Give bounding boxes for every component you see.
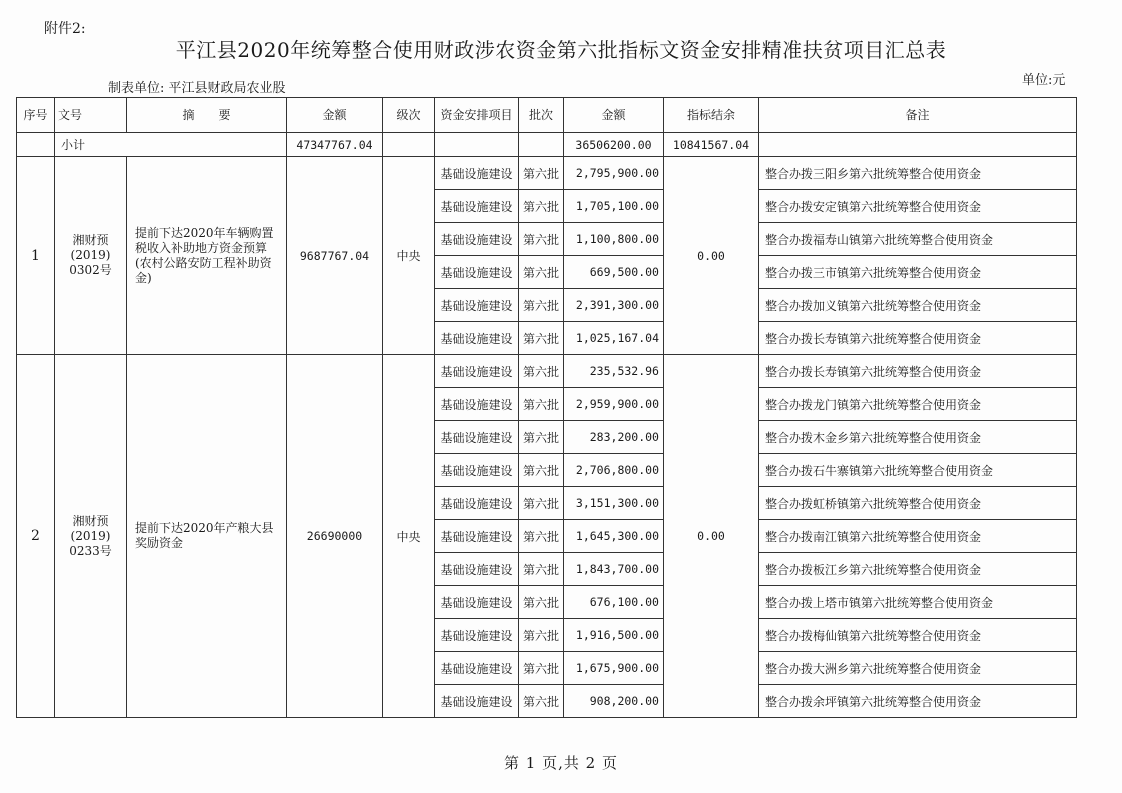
batch-cell: 第六批 (519, 520, 564, 553)
attachment-label: 附件2: (44, 21, 86, 37)
remark-cell: 整合办拨长寿镇第六批统筹整合使用资金 (759, 322, 1077, 355)
batch-cell: 第六批 (519, 454, 564, 487)
item-amount-cell: 1,025,167.04 (564, 322, 664, 355)
category-cell: 基础设施建设 (435, 421, 519, 454)
item-amount-cell: 1,675,900.00 (564, 652, 664, 685)
seq-cell: 1 (17, 157, 55, 355)
subtotal-label: 小计 (55, 133, 287, 157)
category-cell: 基础设施建设 (435, 223, 519, 256)
item-amount-cell: 676,100.00 (564, 586, 664, 619)
batch-cell: 第六批 (519, 322, 564, 355)
header-batch: 批次 (519, 98, 564, 133)
category-cell: 基础设施建设 (435, 487, 519, 520)
amount-cell: 9687767.04 (287, 157, 383, 355)
batch-cell: 第六批 (519, 586, 564, 619)
subtotal-amount: 47347767.04 (287, 133, 383, 157)
remark-cell: 整合办拨余坪镇第六批统筹整合使用资金 (759, 685, 1077, 718)
remark-cell: 整合办拨三阳乡第六批统筹整合使用资金 (759, 157, 1077, 190)
category-cell: 基础设施建设 (435, 553, 519, 586)
header-seq: 序号 (17, 98, 55, 133)
item-amount-cell: 1,100,800.00 (564, 223, 664, 256)
category-cell: 基础设施建设 (435, 685, 519, 718)
remark-cell: 整合办拨上塔市镇第六批统筹整合使用资金 (759, 586, 1077, 619)
batch-cell: 第六批 (519, 487, 564, 520)
remark-cell: 整合办拨木金乡第六批统筹整合使用资金 (759, 421, 1077, 454)
item-amount-cell: 1,645,300.00 (564, 520, 664, 553)
remark-cell: 整合办拨虹桥镇第六批统筹整合使用资金 (759, 487, 1077, 520)
balance-cell: 0.00 (664, 355, 759, 718)
category-cell: 基础设施建设 (435, 652, 519, 685)
unit-label: 单位:元 (1022, 73, 1066, 88)
category-cell: 基础设施建设 (435, 454, 519, 487)
seq-cell: 2 (17, 355, 55, 718)
level-cell: 中央 (383, 355, 435, 718)
table-row (17, 157, 1077, 190)
prepared-by: 制表单位: 平江县财政局农业股 (108, 81, 286, 96)
subtotal-balance: 10841567.04 (664, 133, 759, 157)
category-cell: 基础设施建设 (435, 355, 519, 388)
subtotal-item-amount: 36506200.00 (564, 133, 664, 157)
item-amount-cell: 1,843,700.00 (564, 553, 664, 586)
remark-cell: 整合办拨大洲乡第六批统筹整合使用资金 (759, 652, 1077, 685)
page-footer: 第 1 页,共 2 页 (504, 754, 618, 772)
summary-cell: 提前下达2020年产粮大县奖励资金 (127, 355, 287, 718)
remark-cell: 整合办拨龙门镇第六批统筹整合使用资金 (759, 388, 1077, 421)
table-row (17, 355, 1077, 388)
category-cell: 基础设施建设 (435, 190, 519, 223)
batch-cell: 第六批 (519, 355, 564, 388)
page-title: 平江县2020年统筹整合使用财政涉农资金第六批指标文资金安排精准扶贫项目汇总表 (175, 38, 947, 62)
category-cell: 基础设施建设 (435, 520, 519, 553)
category-cell: 基础设施建设 (435, 157, 519, 190)
batch-cell: 第六批 (519, 157, 564, 190)
item-amount-cell: 2,959,900.00 (564, 388, 664, 421)
remark-cell: 整合办拨福寿山镇第六批统筹整合使用资金 (759, 223, 1077, 256)
item-amount-cell: 283,200.00 (564, 421, 664, 454)
header-row (17, 98, 1077, 133)
category-cell: 基础设施建设 (435, 388, 519, 421)
batch-cell: 第六批 (519, 553, 564, 586)
batch-cell: 第六批 (519, 619, 564, 652)
remark-cell: 整合办拨长寿镇第六批统筹整合使用资金 (759, 355, 1077, 388)
batch-cell: 第六批 (519, 256, 564, 289)
batch-cell: 第六批 (519, 685, 564, 718)
category-cell: 基础设施建设 (435, 256, 519, 289)
item-amount-cell: 2,391,300.00 (564, 289, 664, 322)
subtotal-row (17, 133, 1077, 157)
summary-cell: 提前下达2020年车辆购置税收入补助地方资金预算(农村公路安防工程补助资金) (127, 157, 287, 355)
header-doc-no: 文号 (55, 98, 127, 133)
item-amount-cell: 1,916,500.00 (564, 619, 664, 652)
batch-cell: 第六批 (519, 289, 564, 322)
header-remark: 备注 (759, 98, 1077, 133)
remark-cell: 整合办拨加义镇第六批统筹整合使用资金 (759, 289, 1077, 322)
item-amount-cell: 908,200.00 (564, 685, 664, 718)
batch-cell: 第六批 (519, 421, 564, 454)
item-amount-cell: 669,500.00 (564, 256, 664, 289)
category-cell: 基础设施建设 (435, 619, 519, 652)
balance-cell: 0.00 (664, 157, 759, 355)
category-cell: 基础设施建设 (435, 289, 519, 322)
item-amount-cell: 2,706,800.00 (564, 454, 664, 487)
header-amount: 金额 (287, 98, 383, 133)
remark-cell: 整合办拨板江乡第六批统筹整合使用资金 (759, 553, 1077, 586)
item-amount-cell: 235,532.96 (564, 355, 664, 388)
doc-no-cell: 湘财预 (2019) 0302号 (55, 157, 127, 355)
header-item-amount: 金额 (564, 98, 664, 133)
item-amount-cell: 3,151,300.00 (564, 487, 664, 520)
header-summary: 摘 要 (127, 98, 287, 133)
item-amount-cell: 1,705,100.00 (564, 190, 664, 223)
level-cell: 中央 (383, 157, 435, 355)
remark-cell: 整合办拨梅仙镇第六批统筹整合使用资金 (759, 619, 1077, 652)
remark-cell: 整合办拨石牛寨镇第六批统筹整合使用资金 (759, 454, 1077, 487)
batch-cell: 第六批 (519, 223, 564, 256)
amount-cell: 26690000 (287, 355, 383, 718)
doc-no-cell: 湘财预 (2019) 0233号 (55, 355, 127, 718)
batch-cell: 第六批 (519, 388, 564, 421)
header-level: 级次 (383, 98, 435, 133)
remark-cell: 整合办拨三市镇第六批统筹整合使用资金 (759, 256, 1077, 289)
header-balance: 指标结余 (664, 98, 759, 133)
category-cell: 基础设施建设 (435, 586, 519, 619)
batch-cell: 第六批 (519, 190, 564, 223)
item-amount-cell: 2,795,900.00 (564, 157, 664, 190)
category-cell: 基础设施建设 (435, 322, 519, 355)
remark-cell: 整合办拨安定镇第六批统筹整合使用资金 (759, 190, 1077, 223)
summary-table (16, 97, 1077, 718)
batch-cell: 第六批 (519, 652, 564, 685)
header-category: 资金安排项目 (435, 98, 519, 133)
remark-cell: 整合办拨南江镇第六批统筹整合使用资金 (759, 520, 1077, 553)
